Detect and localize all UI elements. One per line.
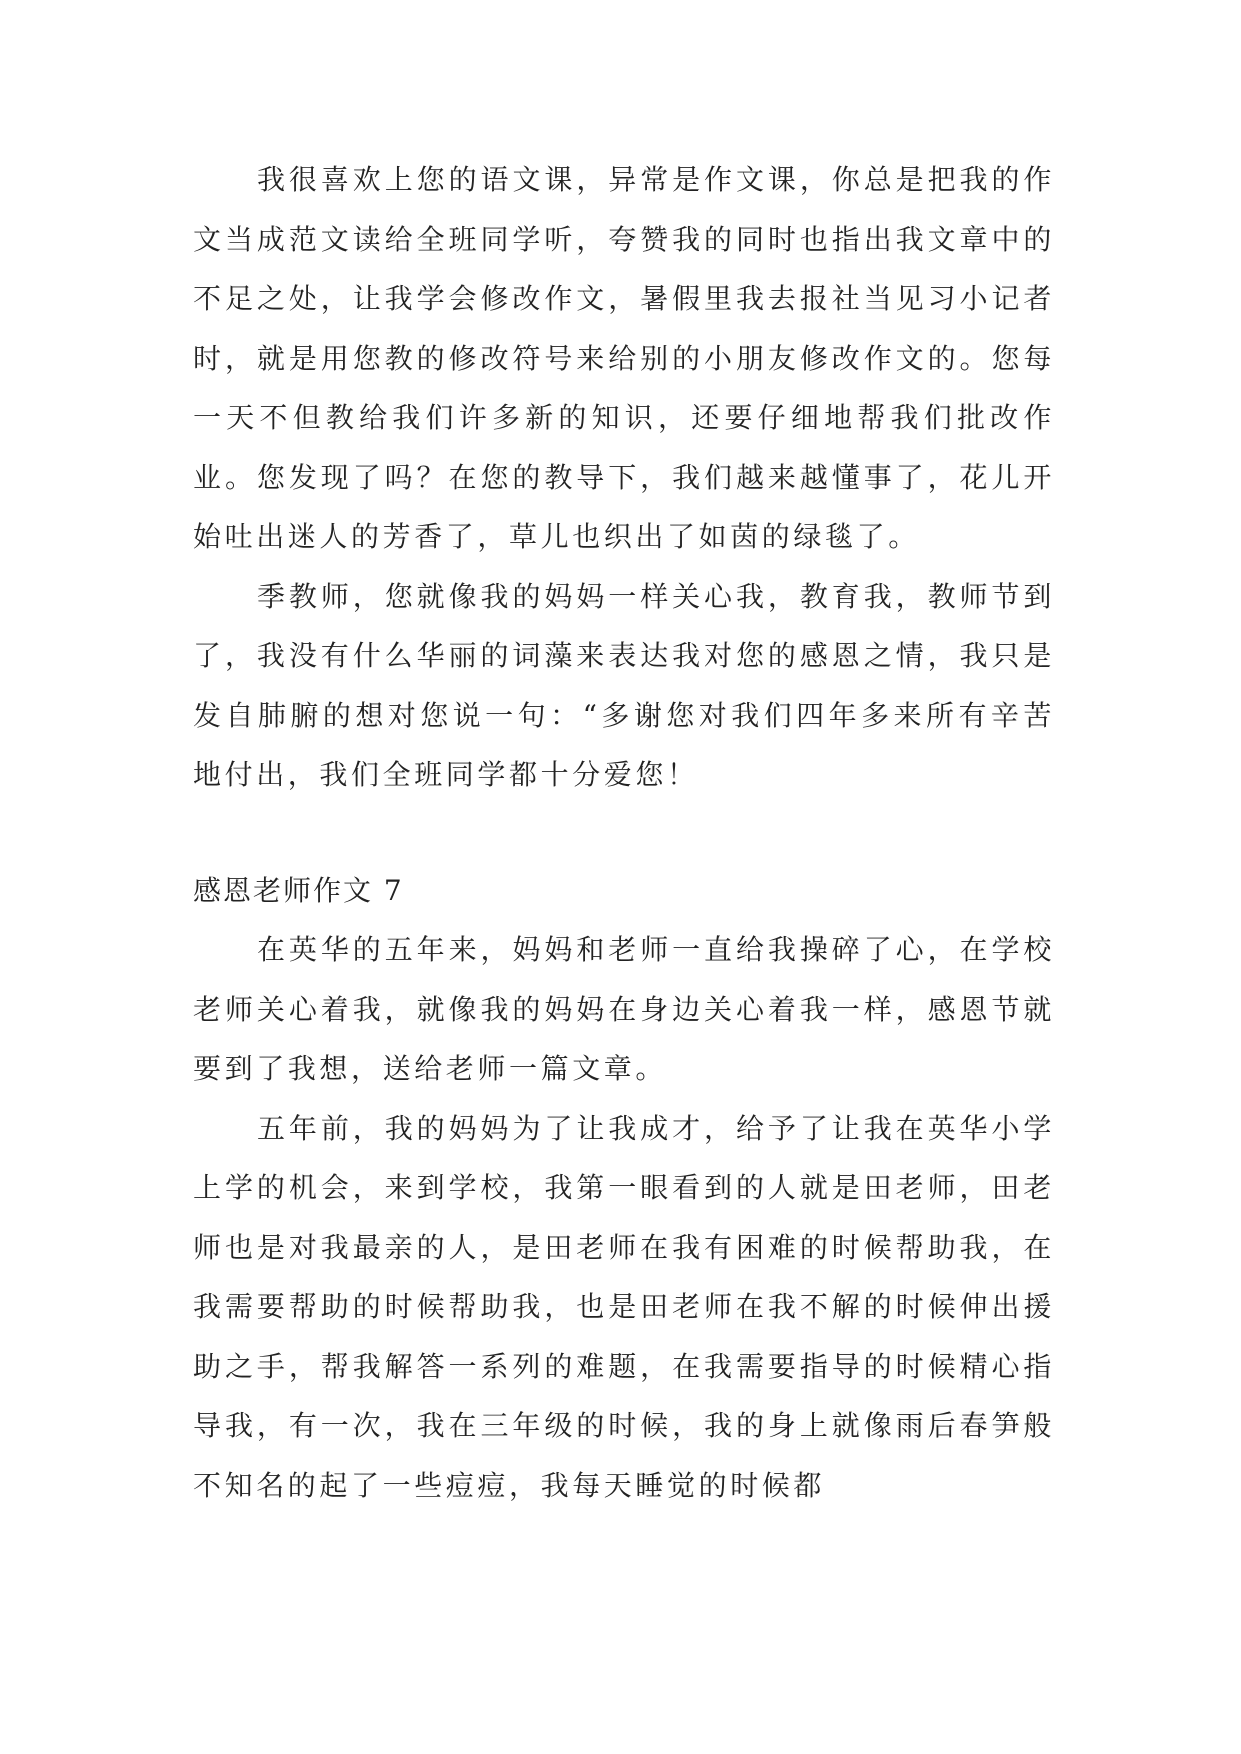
document-page bbox=[193, 150, 1055, 1515]
body-paragraph: 五年前，我的妈妈为了让我成才，给予了让我在英华小学上学的机会，来到学校，我第一眼看到的人就是田老师，田老师也是对我最亲的人，是田老师在我有困难的时候帮助我，在我需要帮助的时候帮助我，也是田老师在我不解的时候伸出援助之手，帮我解答一系列的难题，在我需要指导的时候精心指导我，有一次，我在三年级的时候，我的身上就像雨后春笋般不知名的起了一些痘痘，我每天睡觉的时候都 bbox=[193, 1111, 1055, 1502]
body-paragraph: 季教师，您就像我的妈妈一样关心我，教育我，教师节到了，我没有什么华丽的词藻来表达我对您的感恩之情，我只是发自肺腑的想对您说一句：“多谢您对我们四年多来所有辛苦地付出，我们全班同学都十分爱您！ bbox=[193, 579, 1055, 791]
section-heading: 感恩老师作文 7 bbox=[193, 873, 404, 907]
body-paragraph: 在英华的五年来，妈妈和老师一直给我操碎了心，在学校老师关心着我，就像我的妈妈在身边关心着我一样，感恩节就要到了我想，送给老师一篇文章。 bbox=[193, 933, 1055, 1085]
body-paragraph: 我很喜欢上您的语文课，异常是作文课，你总是把我的作文当成范文读给全班同学听，夸赞我的同时也指出我文章中的不足之处，让我学会修改作文，暑假里我去报社当见习小记者时，就是用您教的修改符号来给别的小朋友修改作文的。您每一天不但教给我们许多新的知识，还要仔细地帮我们批改作业。您发现了吗？在您的教导下，我们越来越懂事了，花儿开始吐出迷人的芳香了，草儿也织出了如茵的绿毯了。 bbox=[193, 163, 1055, 553]
